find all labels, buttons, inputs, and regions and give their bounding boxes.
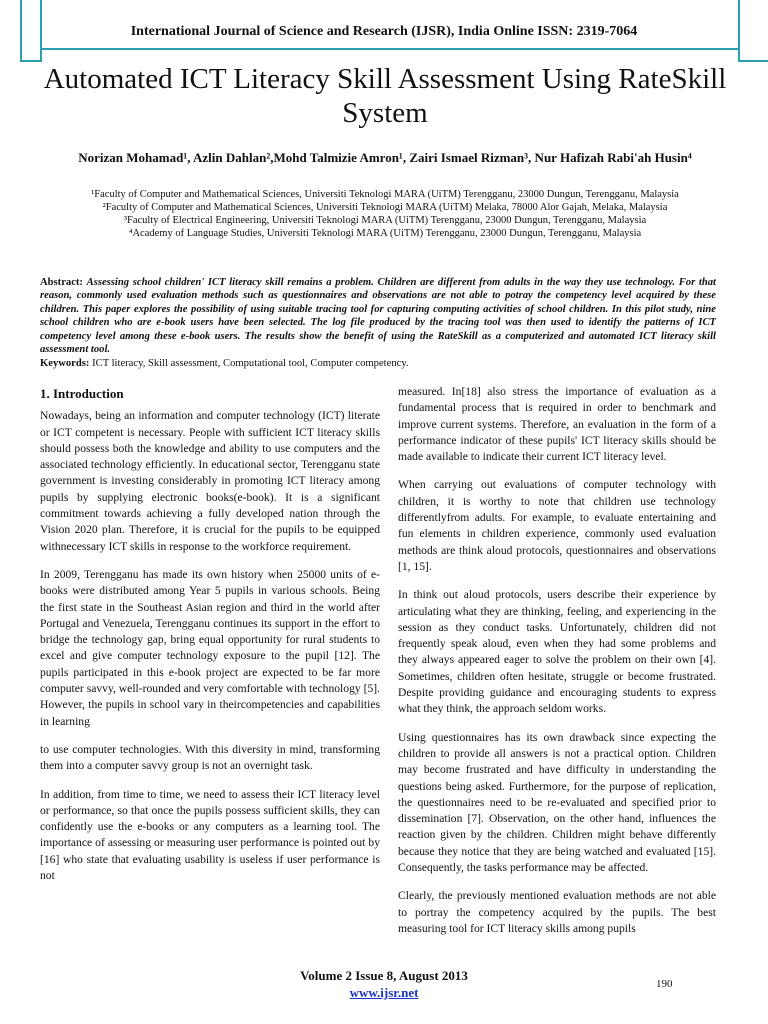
paragraph: Clearly, the previously mentioned evaluation methods are not able to portray the competency acquired by the pupils. The best measuring tool for ICT literacy skills among pupils [398,889,716,935]
paragraph: In think out aloud protocols, users describe their experience by articulating what they are thinking, feeling, and experiencing in the session as they conduct tasks. Unfortunately, children did not frequently speak aloud, even when they had some problems and they always appeared eager to solve the problem on their own [4]. Sometimes, children often hesitate, struggle or become frustrated. Despite providing guidance and encouraging students to express what they think, the approach seldom works. [398,588,716,716]
affiliation-4: ⁴Academy of Language Studies, Universiti Teknologi MARA (UiTM) Terengganu, 23000 Dungun, Terengganu, Malaysia [128,228,642,239]
abstract [40,276,716,356]
page-number: 190 [656,978,673,990]
paragraph: In 2009, Terengganu has made its own history when 25000 units of e-books were distributed among Year 5 pupils in various schools. Being the first state in the Southeast Asian region and third in the world after Portugal and Venezuela, Terengganu continues its support in the effort to bridge the technology gap, bring equal opportunity for rural students to excel and give computer technology exposure to the pupil [12]. The pupils participated in this e-book project are expected to be far more computer savvy, well-rounded and very comfortable with technology [5]. However, the pupils in school vary in theircompetencies and capabilities in learning [40,567,380,728]
affiliation-1: ¹Faculty of Computer and Mathematical Sciences, Universiti Teknologi MARA (UiTM) Terengganu, 23000 Dungun, Terengganu, Malaysia [91,189,679,200]
paragraph: Using questionnaires has its own drawback since expecting the children to provide all answers is not a practical option. Children may become frustrated and have difficulty in understanding the questions being asked. Furthermore, for the purpose of replication, the questionnaires need to be re-evaluated and specified prior to dissemination [7]. Observation, on the other hand, influences the reaction given by the children. Children might behave differently because they notice that they are being watched and evaluated [15]. Consequently, the tasks performance may be affected. [398,730,716,875]
left-column [40,384,380,896]
journal-header: International Journal of Science and Research (IJSR), India Online ISSN: 2319-7064 [130,24,638,39]
keywords-label: Keywords: [40,358,90,369]
abstract-label: Abstract: [40,277,83,288]
abstract-text: Assessing school children' ICT literacy skill remains a problem. Children are different from adults in the way they use technology. For that reason, commonly used evaluation methods such as questionnaires and observations are not able to potray the competency level acquired by these children. This paper explores the possibility of using suitable tracing tool for capturing computing activities of school children. In this pilot study, nine school children who are e-book users have been selected. The log file produced by the tracing tool was then used to identify the patterns of ICT competency level among these e-book users. The results show the benefit of using the RateSkill as a computerized and automated ICT literacy skill assessment tool. [40,277,716,356]
paper-title: Automated ICT Literacy Skill Assessment Using RateSkill System [43,63,727,129]
author-list: Norizan Mohamad¹, Azlin Dahlan²,Mohd Talmizie Amron¹, Zairi Ismael Rizman³, Nur Hafizah Rabi'ah Husin⁴ [78,150,692,165]
paragraph: Nowadays, being an information and computer technology (ICT) literate or ICT competent is necessary. People with sufficient ICT literacy skills should possess both the knowledge and ability to use computers and the associated technology efficiently. In educational sector, Terengganu state government is investing considerably in promoting ICT literacy among pupils by supplying electronic books(e-book). It is a significant commitment towards achieving a fully developed nation through the Vision 2020 plan. Therefore, it is crucial for the pupils to be equipped withnecessary ICT skills in response to the workforce requirement. [40,409,380,553]
affiliations [40,188,730,240]
keywords [40,358,716,369]
section-heading: 1. Introduction [40,386,124,401]
header-rule [40,48,740,50]
footer-link[interactable]: www.ijsr.net [349,985,419,1000]
affiliation-3: ³Faculty of Electrical Engineering, Universiti Teknologi MARA (UiTM) Terengganu, 23000 Dungun, Terengganu, Malaysia [123,215,647,226]
footer-volume: Volume 2 Issue 8, August 2013 [300,968,468,983]
paragraph: When carrying out evaluations of computer technology with children, it is worthy to note that children use technology differentlyfrom adults. For example, to evaluate entertaining and fun elements in children experience, commonly used evaluation methods are think aloud protocols, questionnaires and observations [1, 15]. [398,478,716,573]
paragraph: In addition, from time to time, we need to assess their ICT literacy level or performance, so that once the pupils possess sufficient skills, they can confidently use the e-books or any computers as a learning tool. The importance of assessing or measuring user performance is pointed out by [16] who state that evaluating usability is useless if user performance is not [40,787,380,883]
keywords-text: ICT literacy, Skill assessment, Computational tool, Computer competency. [92,358,409,369]
paragraph: to use computer technologies. With this diversity in mind, transforming them into a computer savvy group is not an overnight task. [40,742,380,773]
affiliation-2: ²Faculty of Computer and Mathematical Sciences, Universiti Teknologi MARA (UiTM) Melaka, 78000 Alor Gajah, Melaka, Malaysia [102,202,668,213]
right-column [398,384,716,949]
paragraph: measured. In[18] also stress the importance of evaluation as a fundamental process that is required in order to benchmark and improve current systems. Therefore, an evaluation in the form of a performance indicator of these pupils' ICT literacy skills should be made available to indicate their current ICT literacy level. [398,385,716,464]
